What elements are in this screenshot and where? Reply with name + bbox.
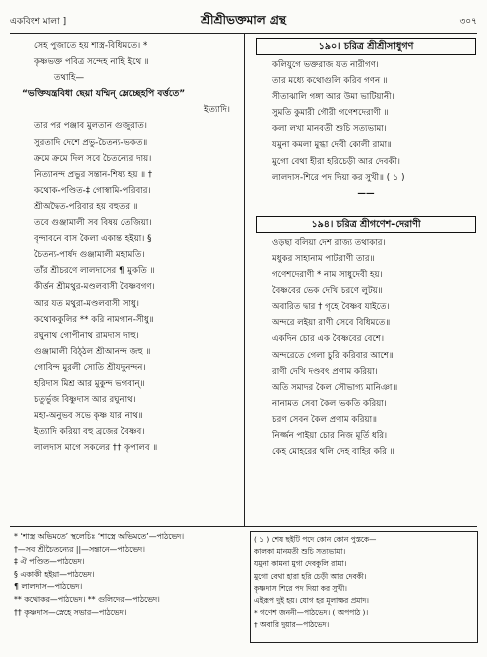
footnotes-left xyxy=(14,531,240,619)
verse-line: নিত্যানন্দ প্রভুর সন্তান-শিষ্য হয় ॥ † xyxy=(34,169,153,180)
verse-block-ganesh-derani xyxy=(252,235,480,460)
verse-line: সীতাঝালি গঙ্গা আর উমা ভাটিয়ানী। xyxy=(272,92,395,103)
verse-line: ইত্যাদি করিয়া বহু ব্রজের বৈষ্ণব। xyxy=(34,427,145,438)
verse-line: কৃষ্ণভক্ত পবিত্র সন্দেহ নাহি ইথে ॥ xyxy=(34,57,149,68)
verse-line: গুঞ্জামালী বিঠ্ঠল শ্রীআনন্দ জহু ॥ xyxy=(34,346,151,357)
right-column xyxy=(252,38,480,460)
verse-line: কলিযুগে ভক্তরাজ যত নারীগণ। xyxy=(272,60,379,70)
book-title: শ্রীশ্রীভক্তমাল গ্রন্থ xyxy=(201,13,286,27)
footnote-line: ¶ লালদাস—পাঠভেদ। xyxy=(14,582,83,592)
verse-line: নির্জ্জন পাইয়া চোর নিজ মূর্তি ধরি। xyxy=(272,430,388,441)
footnote-line: †—সব শ্রীচৈতন্যের ||—সন্তানে—পাঠভেদ। xyxy=(14,544,145,554)
footnote-line: ‡ ঐ পণ্ডিত—পাঠভেদ। xyxy=(14,557,85,567)
footnote-line: * গণেশ জননী—পাঠভেদ। ( অপপাঠ )। xyxy=(254,608,369,618)
footnote-line: * ‘শাস্ত্র অভিমতে’ স্থলেচিঃ ‘শাস্ত্রে অভিমতে’—পাঠভেদ। xyxy=(14,532,185,541)
footnote-rule xyxy=(10,526,477,527)
footnote-line: †† কৃষ্ণদাস—স্নেহে সভার—পাঠভেদ। xyxy=(14,607,127,617)
verse-line: তাঁর শ্রীচরণে লালদাসের ¶ মুকতি ॥ xyxy=(34,266,155,277)
verse-block-sadhugan xyxy=(252,57,480,186)
verse-line: তার পর পঞ্জাব মুলতান গুজুরাত। xyxy=(34,121,147,132)
verse-line: তথাহি— xyxy=(54,73,85,84)
footnote-line: এইরূপ দুই হয়। যোগ হর মূলাক্ষর প্রমাদ। xyxy=(254,596,369,606)
verse-line: কলা লখা মানবতী শুচি সত্যভামা। xyxy=(272,124,387,135)
verse-line: চরণ সেবন কৈল প্রণাম করিয়া॥ xyxy=(272,414,377,425)
verse-line: চৈতন্য-পার্ষদ গুঞ্জামালী মহামতি। xyxy=(34,250,145,261)
verse-line: মধুকর সাহানাম পাটরাণী তার॥ xyxy=(272,253,375,264)
verse-line: গণেশদেরাণী * নাম সাধুদেবী হয়। xyxy=(272,270,383,281)
page-number: ৩০৭ xyxy=(459,17,477,27)
verse-line: যমুনা কমলা মুগ্ধা দেবী কোলী রামা॥ xyxy=(272,140,392,151)
footnote-line: ( ১ ) শেষ ছইটি পদে কোন কোন পুস্তকে— xyxy=(254,535,377,544)
footnote-line: কৃষ্ণদাস শিরে পদ দিয়া কর সুখী। xyxy=(254,583,347,593)
verse-line: কথোক-পণ্ডিত-‡ গোস্বামি-পরিবার। xyxy=(34,185,151,196)
verse-line: ক্রমে ক্রমে দিল সবে চৈতন্যের দায়। xyxy=(34,153,152,164)
verse-line: সুমতি কুমারী গৌরী গণেশদেরাণী ॥ xyxy=(272,108,389,119)
footnote-line: কালকা মানমতী শুচি সত্যভামা। xyxy=(254,547,346,557)
chapter-label: একবিংশ মালা ] xyxy=(10,17,67,27)
verse-line: ইত্যাদি। xyxy=(204,105,230,116)
footnote-line: মুগো বেথা হারা হরি চেড়ী আর দেবকী। xyxy=(254,571,367,581)
verse-line: অন্দরেতে গেলা চুরি করিবার আশে॥ xyxy=(272,350,394,361)
verse-line: অন্দরে লইয়া রাণী সেবে বিধিমতে॥ xyxy=(272,318,391,329)
verse-line: শ্রীঅদ্বৈত-পরিবার হয় বহুতর ॥ xyxy=(34,201,138,212)
verse-line: হরিদাস মিশ্র আর মুকুন্দ ভগবান্॥ xyxy=(34,378,145,389)
verse-line: লালদাস-শিরে পদ দিয়া কর সুখী॥ ( ১ ) xyxy=(272,172,405,183)
verse-line: আর যত মথুরা-মণ্ডলবাসী সাধু। xyxy=(34,298,139,309)
verse-line: কথোককুলির ** করি নামগান-সীধু॥ xyxy=(34,314,154,325)
left-column xyxy=(14,38,240,456)
verse-line: সেহ পুজাতে হয় শাস্ত্র-বিধিমতে। * xyxy=(34,41,148,51)
footnote-line: † অবারি দুয়ার—পাঠভেদ। xyxy=(254,620,330,630)
verse-line: তবে গুঞ্জামালী সব বিষয় তেজিয়া। xyxy=(34,218,152,229)
verse-line: নানামত সেবা কৈল ভকতি করিয়া। xyxy=(272,398,387,409)
verse-line: কেহ মোহরের থলি দেহ বাহির করি ॥ xyxy=(272,447,395,458)
footnote-line: ** কথোকর—পাঠভেদ। ** গুলিদের—পাঠভেদ। xyxy=(14,594,160,604)
footnote-line: যমুনা কামনা মুগা দেবকুলি রামা। xyxy=(254,559,347,569)
verse-line: কীর্ত্তন শ্রীমথুর-মণ্ডলবাসী বৈষ্ণবগণ। xyxy=(34,282,155,293)
verse-line: বৃন্দাবনে বাস কৈলা একান্ত হইয়া। § xyxy=(34,234,152,245)
verse-line: গোবিন্দ মুরলী সোতি শ্রীযদুনন্দন। xyxy=(34,362,146,373)
verse-line: মহা-অনুভব সভে কৃষ্ণ যার নাথ॥ xyxy=(34,411,143,422)
footnotes-right-box xyxy=(250,531,478,643)
verse-line: একদিন চোর এক বৈষ্ণবের বেশে। xyxy=(272,334,385,345)
section-heading-ganesh-derani: ১৯৪। চরিত্র শ্রীগণেশ-দেরাণী xyxy=(256,216,476,233)
verse-line: অবারিত দ্বার † গৃহে বৈষ্ণব যাইতে। xyxy=(272,302,390,313)
verse-line: সুরতাদি দেশে প্রভু-চৈতন্য-ভকত॥ xyxy=(34,137,148,148)
footnote-line: § একাকী হইয়া—পাঠভেদ। xyxy=(14,569,95,579)
verse-line: রঘুনাথ গোপীনাথ রামদাস দাহু। xyxy=(34,330,139,341)
section-divider: —— xyxy=(357,188,375,199)
verse-line: ওড়ছা বলিয়া দেশ রাজ্য তথাকার। xyxy=(272,237,386,248)
verse-line: অতি সমাদর কৈল সৌভাগ্য মানিঞা॥ xyxy=(272,382,398,393)
verse-line: বৈষ্ণবের ভেক দেখি চরণে লুটয়॥ xyxy=(272,286,383,297)
column-divider xyxy=(244,34,245,526)
verse-line: লালদাস মাগে সকলের †† কৃপালব ॥ xyxy=(34,443,158,454)
verse-line: তার মধ্যে কথোগুলি করিব গণন ॥ xyxy=(272,76,388,87)
verse-line: চতুর্ভুজ বিষ্ণুদাস আর রঘুনাথ। xyxy=(34,395,136,406)
section-heading-sadhugan: ১৯০। চরিত্র শ্রীশ্রীসাধুগণ xyxy=(256,38,476,55)
verse-line: মুগো বেথা হীরা হরিচেড়ী আর দেবকী। xyxy=(272,156,400,167)
verse-line: “ভক্তিযন্ত্রবিধা ছেয়া যম্মিন্ ম্লেচ্ছেহপি বর্ত্ততে” xyxy=(22,89,186,100)
verse-line: রাণী দেখি দণ্ডবৎ প্রণাম করিয়া। xyxy=(272,366,378,377)
page-header xyxy=(10,11,477,33)
